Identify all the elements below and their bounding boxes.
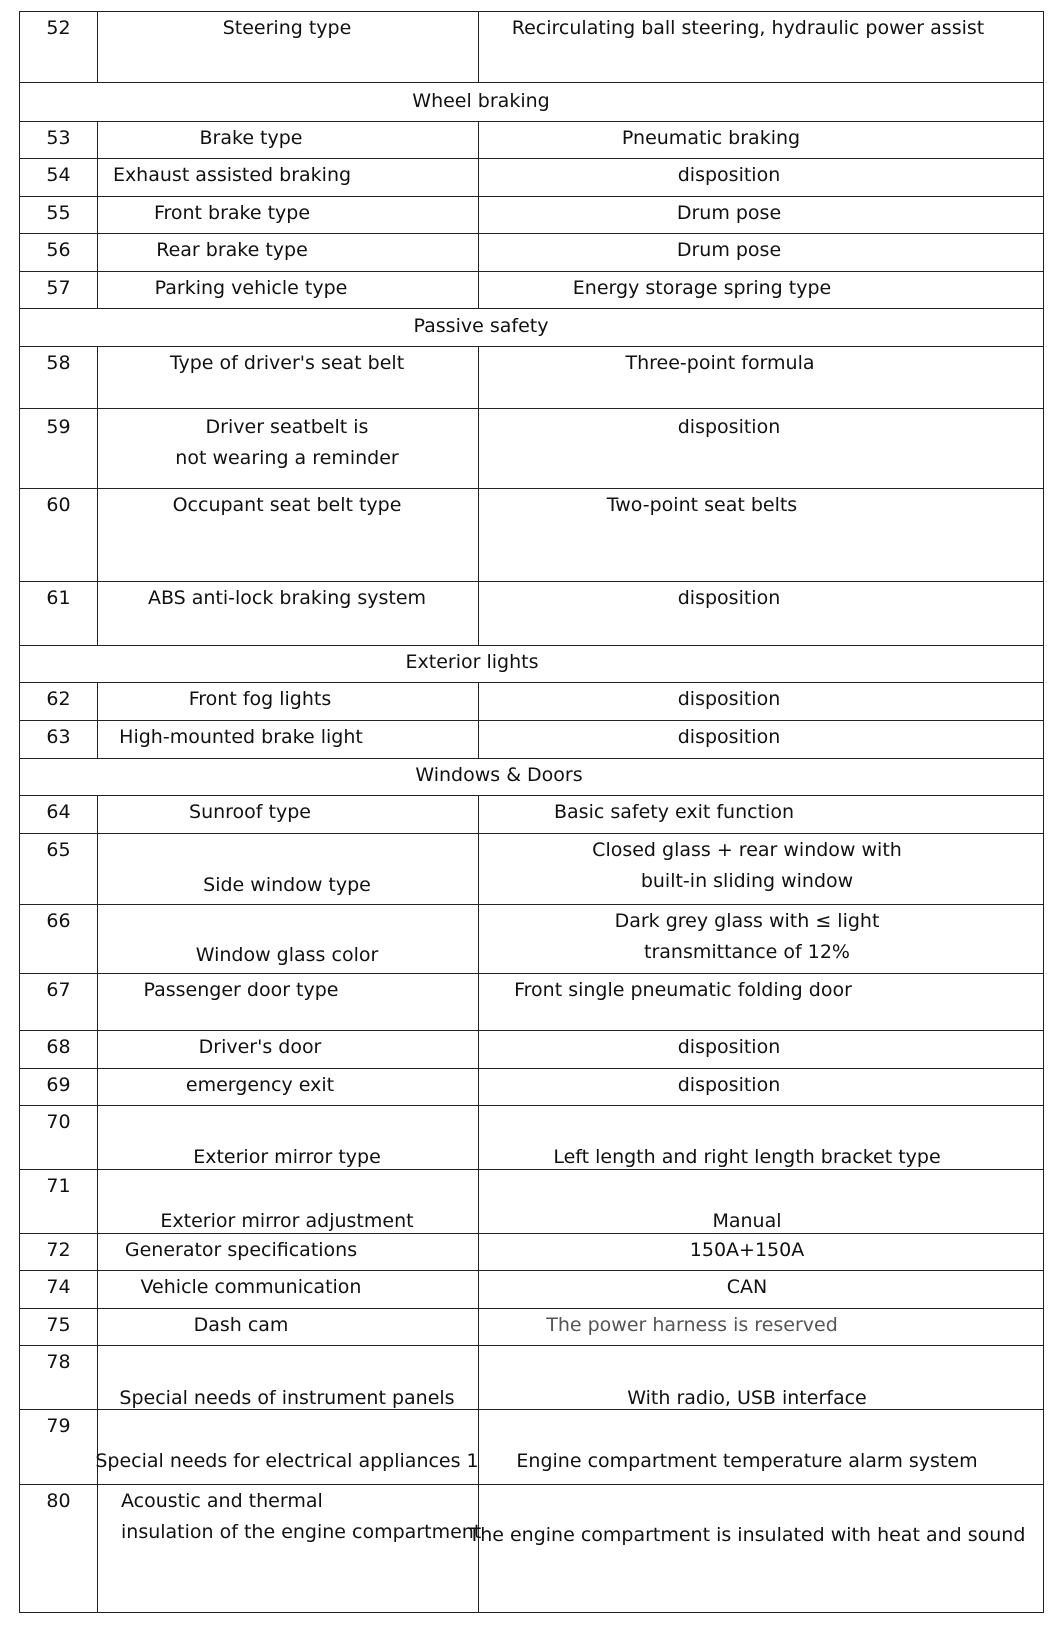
- item-label: Generator specifications: [124, 1239, 358, 1261]
- row-number: 80: [46, 1490, 71, 1512]
- item-value: Front single pneumatic folding door: [514, 979, 852, 1001]
- row-number: 53: [46, 127, 71, 149]
- row-number: 59: [46, 416, 71, 438]
- row-number: 72: [46, 1239, 71, 1261]
- item-label: Front brake type: [153, 202, 311, 224]
- item-label: Steering type: [222, 17, 352, 39]
- row-divider: [19, 408, 1044, 409]
- item-value: disposition: [677, 587, 781, 609]
- row-divider: [19, 1068, 1044, 1069]
- item-value-line: Closed glass + rear window with: [592, 839, 902, 861]
- row-divider: [19, 795, 1044, 796]
- item-label-line: Acoustic and thermal: [121, 1490, 323, 1512]
- item-value: disposition: [677, 1074, 781, 1096]
- item-value-line: Dark grey glass with ≤ light: [614, 910, 880, 932]
- item-value: Manual: [712, 1210, 782, 1232]
- row-divider: [19, 121, 1044, 122]
- row-number: 63: [46, 726, 71, 748]
- item-value-line: transmittance of 12%: [644, 941, 850, 963]
- row-number: 64: [46, 801, 71, 823]
- col-divider: [478, 346, 479, 645]
- item-label: Sunroof type: [189, 801, 311, 823]
- item-label: Occupant seat belt type: [172, 494, 402, 516]
- col-divider: [478, 682, 479, 758]
- item-label: Special needs for electrical appliances 1: [95, 1450, 479, 1472]
- spec-table: [19, 11, 1044, 1613]
- item-label: Dash cam: [193, 1314, 289, 1336]
- row-divider: [19, 682, 1044, 683]
- item-value: disposition: [677, 416, 781, 438]
- section-heading: Windows & Doors: [415, 764, 583, 786]
- item-value: Pneumatic braking: [621, 127, 801, 149]
- col-divider: [478, 121, 479, 308]
- item-label: Exterior mirror adjustment: [160, 1210, 414, 1232]
- row-number: 70: [46, 1111, 71, 1133]
- item-value: disposition: [677, 726, 781, 748]
- row-number: 65: [46, 839, 71, 861]
- row-number: 60: [46, 494, 71, 516]
- item-label: Parking vehicle type: [154, 277, 348, 299]
- item-label: Driver's door: [198, 1036, 322, 1058]
- row-number: 55: [46, 202, 71, 224]
- row-number: 61: [46, 587, 71, 609]
- table-border: [1043, 11, 1044, 1613]
- item-label: High-mounted brake light: [119, 726, 363, 748]
- item-label: Type of driver's seat belt: [169, 352, 405, 374]
- row-divider: [19, 1345, 1044, 1346]
- row-number: 56: [46, 239, 71, 261]
- item-label: Side window type: [203, 874, 371, 896]
- item-label-line: Driver seatbelt is: [205, 416, 369, 438]
- row-divider: [19, 82, 1044, 83]
- item-value: Left length and right length bracket type: [553, 1146, 941, 1168]
- item-value: The engine compartment is insulated with heat and sound: [468, 1524, 1026, 1546]
- row-divider: [19, 1030, 1044, 1031]
- item-value: CAN: [726, 1276, 768, 1298]
- item-value: disposition: [677, 1036, 781, 1058]
- item-value: Recirculating ball steering, hydraulic power assist: [511, 17, 985, 39]
- section-heading: Wheel braking: [412, 90, 550, 112]
- row-number: 75: [46, 1314, 71, 1336]
- item-label: Vehicle communication: [140, 1276, 362, 1298]
- item-label: emergency exit: [185, 1074, 335, 1096]
- row-number: 54: [46, 164, 71, 186]
- item-value: Three-point formula: [625, 352, 815, 374]
- item-value: Drum pose: [676, 239, 782, 261]
- row-divider: [19, 904, 1044, 905]
- section-heading: Passive safety: [413, 315, 549, 337]
- item-label: Special needs of instrument panels: [119, 1387, 455, 1409]
- item-value: Basic safety exit function: [554, 801, 794, 823]
- item-value: With radio, USB interface: [627, 1387, 867, 1409]
- item-value: Drum pose: [676, 202, 782, 224]
- item-label: Passenger door type: [143, 979, 339, 1001]
- item-label: Front fog lights: [188, 688, 332, 710]
- item-label: Exterior mirror type: [193, 1146, 381, 1168]
- item-label-line: insulation of the engine compartment: [121, 1521, 482, 1543]
- row-number: 79: [46, 1415, 71, 1437]
- item-label: ABS anti-lock braking system: [147, 587, 427, 609]
- row-number: 52: [46, 17, 71, 39]
- row-number: 78: [46, 1351, 71, 1373]
- item-label: Exhaust assisted braking: [112, 164, 352, 186]
- row-number: 57: [46, 277, 71, 299]
- row-number: 68: [46, 1036, 71, 1058]
- col-divider: [478, 795, 479, 1613]
- item-value: disposition: [677, 164, 781, 186]
- row-number: 62: [46, 688, 71, 710]
- section-heading: Exterior lights: [405, 651, 539, 673]
- table-border: [19, 1612, 1044, 1613]
- item-label-line: not wearing a reminder: [175, 447, 399, 469]
- row-number: 71: [46, 1175, 71, 1197]
- item-value: Energy storage spring type: [572, 277, 832, 299]
- row-divider: [19, 1105, 1044, 1106]
- item-value: Two-point seat belts: [606, 494, 798, 516]
- row-divider: [19, 308, 1044, 309]
- item-label: Brake type: [199, 127, 303, 149]
- row-number: 67: [46, 979, 71, 1001]
- row-divider: [19, 1308, 1044, 1309]
- item-value: Engine compartment temperature alarm system: [516, 1450, 978, 1472]
- item-label: Window glass color: [195, 944, 379, 966]
- col-divider: [478, 11, 479, 82]
- row-number: 74: [46, 1276, 71, 1298]
- row-number: 66: [46, 910, 71, 932]
- item-value: The power harness is reserved: [546, 1314, 838, 1336]
- item-value-line: built-in sliding window: [640, 870, 854, 892]
- row-number: 58: [46, 352, 71, 374]
- item-value: 150A+150A: [689, 1239, 805, 1261]
- item-label: Rear brake type: [156, 239, 308, 261]
- row-number: 69: [46, 1074, 71, 1096]
- item-value: disposition: [677, 688, 781, 710]
